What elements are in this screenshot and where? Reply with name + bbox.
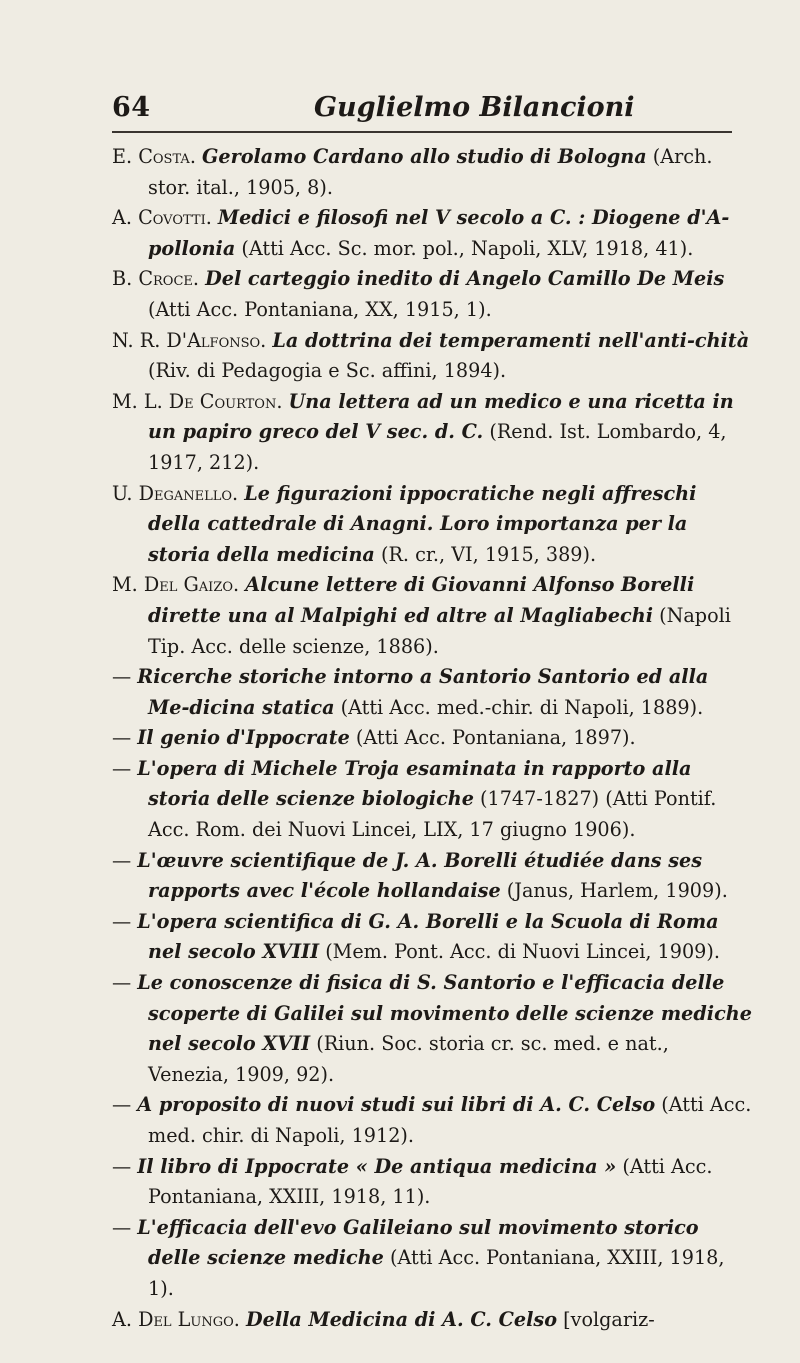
page-header: [112, 92, 730, 128]
entry-citation: (Arch. stor. ital., 1905, 8).: [148, 145, 713, 199]
entry-separator: .: [233, 1307, 246, 1331]
entry-separator: .: [189, 145, 203, 168]
entry-title: L'opera scientifica di G. A. Borelli e la Scuola di Roma nel secolo XVIII: [137, 909, 719, 964]
entry-title: Alcune lettere di Giovanni Alfonso Borelli dirette una al Malpighi ed altre al Magliabechi: [148, 573, 695, 627]
entry-title: Medici e filosofi nel V secolo a C. : Diogene d'A-pollonia: [148, 206, 730, 260]
bibliography-entry: [112, 264, 752, 325]
entry-citation: (Janus, Harlem, 1909).: [500, 879, 728, 903]
entry-prefix: U.: [112, 481, 139, 505]
entry-prefix: —: [112, 756, 138, 780]
entry-separator: .: [232, 481, 245, 505]
entry-separator: .: [192, 267, 206, 291]
entry-title: L'opera di Michele Troja esaminata in rapporto alla storia delle scienze biologiche: [137, 756, 692, 811]
running-title: Guglielmo Bilancioni: [314, 92, 635, 123]
entry-prefix: —: [112, 971, 138, 995]
bibliography-entry: [112, 1213, 752, 1305]
entry-prefix: M.: [112, 573, 144, 597]
entry-citation: (Riv. di Pedagogia e Sc. affini, 1894).: [148, 359, 507, 383]
entry-citation: (Mem. Pont. Acc. di Nuovi Lincei, 1909).: [319, 940, 720, 964]
bibliography-entry: [112, 754, 752, 846]
bibliography-entry: [112, 1152, 752, 1213]
entry-title: L'efficacia dell'evo Galileiano sul movimento storico delle scienze mediche: [137, 1215, 699, 1270]
entry-citation: (Atti Acc. med.-chir. di Napoli, 1889).: [334, 695, 704, 719]
bibliography-entry: [112, 846, 752, 907]
entry-prefix: A.: [112, 206, 139, 230]
entry-title: Le figurazioni ippocratiche negli affreschi della cattedrale di Anagni. Loro importanza per la storia della medicina: [148, 481, 697, 566]
entry-citation: (Napoli Tip. Acc. delle scienze, 1886).: [148, 603, 731, 658]
bibliography-entry: [112, 723, 752, 754]
entry-citation: (Atti Acc. Pontaniana, 1897).: [349, 726, 636, 750]
entry-title: Gerolamo Cardano allo studio di Bologna: [202, 145, 647, 168]
entry-prefix: —: [112, 848, 138, 872]
entry-citation: (Atti Acc. Pontaniana, XX, 1915, 1).: [148, 297, 492, 321]
entry-prefix: —: [112, 665, 138, 689]
entry-author: Costa: [138, 145, 190, 168]
entry-citation: [volgariz-: [557, 1307, 655, 1331]
entry-separator: .: [233, 573, 246, 597]
entry-title: Le conoscenze di fisica di S. Santorio e l'efficacia delle scoperte di Galilei sul movimento delle scienze mediche nel secolo XVII: [137, 971, 752, 1056]
entry-citation: (Atti Acc. med. chir. di Napoli, 1912).: [148, 1093, 752, 1147]
bibliography-entry: [112, 203, 752, 264]
entry-author: D'Alfonso: [166, 328, 261, 352]
bibliography-entry: [112, 907, 752, 968]
bibliography-entry: [112, 142, 752, 203]
entry-title: Una lettera ad un medico e una ricetta in un papiro greco del V sec. d. C.: [148, 389, 734, 444]
entry-author: Del Lungo: [138, 1307, 234, 1331]
bibliography-entry: [112, 326, 752, 387]
entry-author: De Courton: [168, 389, 277, 413]
entry-prefix: N. R.: [112, 328, 167, 352]
entry-prefix: A.: [112, 1307, 139, 1331]
entry-prefix: —: [112, 1093, 138, 1117]
entry-author: Croce: [138, 267, 193, 291]
entry-author: Deganello: [138, 481, 233, 505]
entry-title: Del carteggio inedito di Angelo Camillo De Meis: [205, 267, 725, 291]
entry-citation: (Atti Acc. Pontaniana, XXIII, 1918, 11).: [148, 1154, 713, 1209]
page-number: 64: [112, 92, 151, 123]
entry-prefix: B.: [112, 267, 139, 291]
bibliography-list: [112, 142, 752, 1335]
entry-citation: (Atti Acc. Sc. mor. pol., Napoli, XLV, 1918, 41).: [235, 236, 694, 260]
bibliography-entry: [112, 479, 752, 571]
entry-separator: .: [205, 206, 218, 230]
bibliography-entry: [112, 1090, 752, 1151]
entry-citation: (1747-1827) (Atti Pontif. Acc. Rom. dei Nuovi Lincei, LIX, 17 giugno 1906).: [148, 787, 717, 842]
entry-prefix: —: [112, 726, 138, 750]
entry-title: A proposito di nuovi studi sui libri di A. C. Celso: [137, 1093, 656, 1117]
entry-author: Del Gaizo: [143, 573, 234, 597]
bibliography-entry: [112, 662, 752, 723]
entry-prefix: E.: [112, 145, 139, 168]
entry-title: La dottrina dei temperamenti nell'anti-chità: [272, 328, 750, 352]
entry-prefix: —: [112, 909, 138, 933]
entry-author: Covotti: [138, 206, 206, 230]
entry-citation: (R. cr., VI, 1915, 389).: [374, 542, 597, 566]
entry-citation: (Riun. Soc. storia cr. sc. med. e nat., Venezia, 1909, 92).: [148, 1032, 669, 1086]
entry-title: Il libro di Ippocrate « De antiqua medicina »: [137, 1154, 617, 1178]
entry-separator: .: [276, 389, 289, 413]
entry-prefix: —: [112, 1154, 138, 1178]
entry-citation: (Atti Acc. Pontaniana, XXIII, 1918, 1).: [148, 1246, 725, 1300]
entry-prefix: M. L.: [112, 389, 169, 413]
entry-title: L'œuvre scientifique de J. A. Borelli étudiée dans ses rapports avec l'école hollandaise: [137, 848, 703, 903]
entry-prefix: —: [112, 1215, 138, 1239]
entry-title: Della Medicina di A. C. Celso: [246, 1307, 558, 1331]
entry-separator: .: [260, 328, 273, 352]
bibliography-entry: [112, 1305, 752, 1336]
bibliography-entry: [112, 570, 752, 662]
entry-citation: (Rend. Ist. Lombardo, 4, 1917, 212).: [148, 420, 727, 474]
bibliography-entry: [112, 387, 752, 479]
header-rule: [112, 131, 732, 133]
entry-title: Il genio d'Ippocrate: [137, 726, 350, 750]
bibliography-entry: [112, 968, 752, 1090]
entry-title: Ricerche storiche intorno a Santorio Santorio ed alla Me-dicina statica: [137, 665, 709, 719]
